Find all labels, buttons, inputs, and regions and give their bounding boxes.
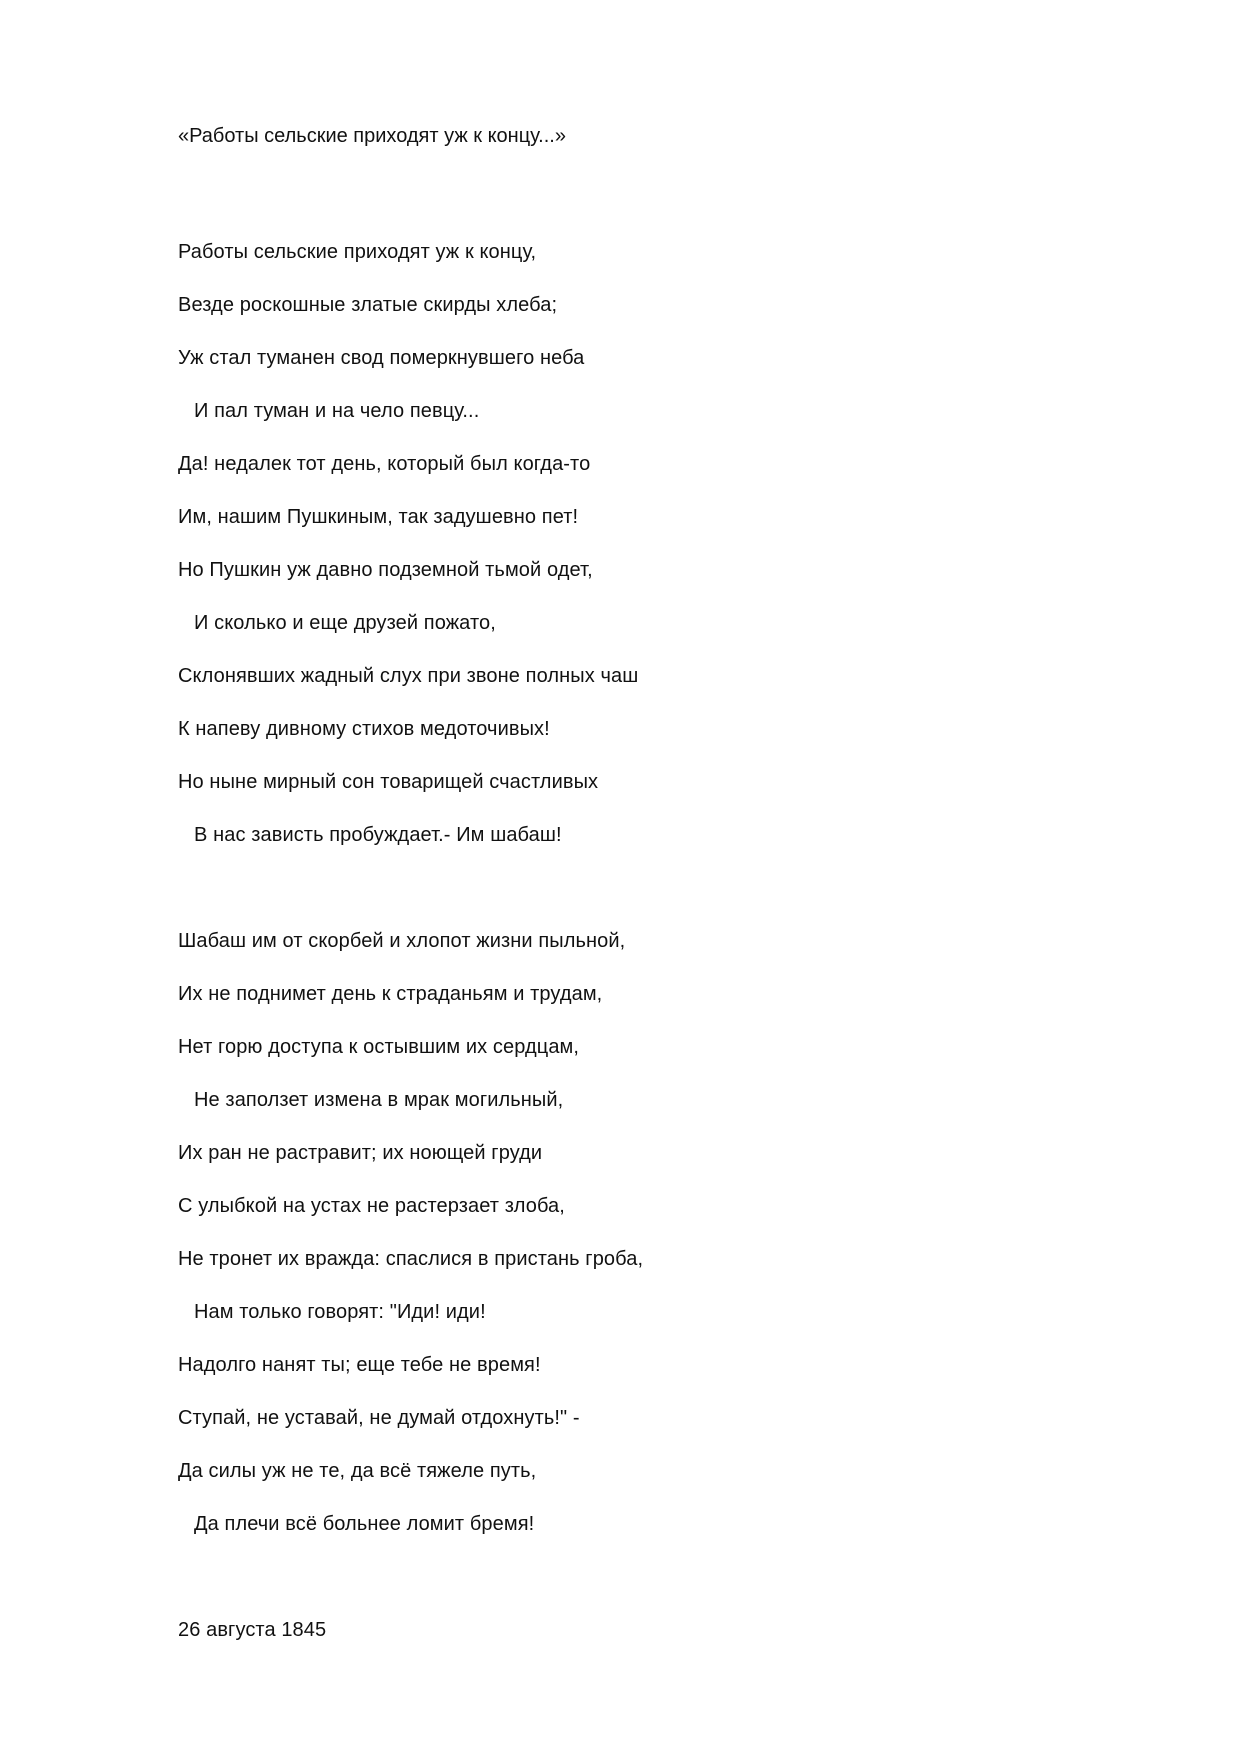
stanza-1 [178, 226, 1078, 862]
poem-line: Их не поднимет день к страданьям и трудам, [178, 983, 603, 1005]
poem-title: «Работы сельские приходят уж к концу...» [178, 125, 566, 147]
poem-line: Работы сельские приходят уж к концу, [178, 241, 537, 263]
poem-line: Нет горю доступа к остывшим их сердцам, [178, 1036, 580, 1058]
poem-line: Но Пушкин уж давно подземной тьмой одет, [178, 559, 593, 581]
poem-line: Уж стал туманен свод померкнувшего неба [178, 347, 585, 369]
stanza-2 [178, 915, 1078, 1551]
poem-line: Склонявших жадный слух при звоне полных чаш [178, 665, 639, 687]
poem-line: Да! недалек тот день, который был когда-то [178, 453, 591, 475]
poem-body [178, 116, 1078, 1657]
poem-line: Ступай, не уставай, не думай отдохнуть!" - [178, 1407, 580, 1429]
poem-line: Не тронет их вражда: спаслися в пристань гроба, [178, 1248, 644, 1270]
stanza-gap [178, 862, 1078, 915]
poem-line: Надолго нанят ты; еще тебе не время! [178, 1354, 541, 1376]
poem-date: 26 августа 1845 [178, 1619, 327, 1641]
poem-line: К напеву дивному стихов медоточивых! [178, 718, 550, 740]
poem-line: Да силы уж не те, да всё тяжеле путь, [178, 1460, 537, 1482]
poem-line-indented: Не заползет измена в мрак могильный, [194, 1089, 564, 1111]
stanza-gap [178, 1551, 1078, 1604]
spacer [178, 156, 1078, 226]
poem-line-indented: В нас зависть пробуждает.- Им шабаш! [194, 824, 562, 846]
poem-line: Им, нашим Пушкиным, так задушевно пет! [178, 506, 579, 528]
poem-line: Их ран не растравит; их ноющей груди [178, 1142, 543, 1164]
poem-line-indented: Нам только говорят: "Иди! иди! [194, 1301, 486, 1323]
poem-line: Шабаш им от скорбей и хлопот жизни пыльной, [178, 930, 626, 952]
poem-line-indented: И пал туман и на чело певцу... [194, 400, 480, 422]
poem-line-indented: Да плечи всё больнее ломит бремя! [194, 1513, 535, 1535]
poem-line: Но ныне мирный сон товарищей счастливых [178, 771, 599, 793]
poem-line-indented: И сколько и еще друзей пожато, [194, 612, 496, 634]
poem-line: Везде роскошные златые скирды хлеба; [178, 294, 558, 316]
poem-line: С улыбкой на устах не растерзает злоба, [178, 1195, 565, 1217]
